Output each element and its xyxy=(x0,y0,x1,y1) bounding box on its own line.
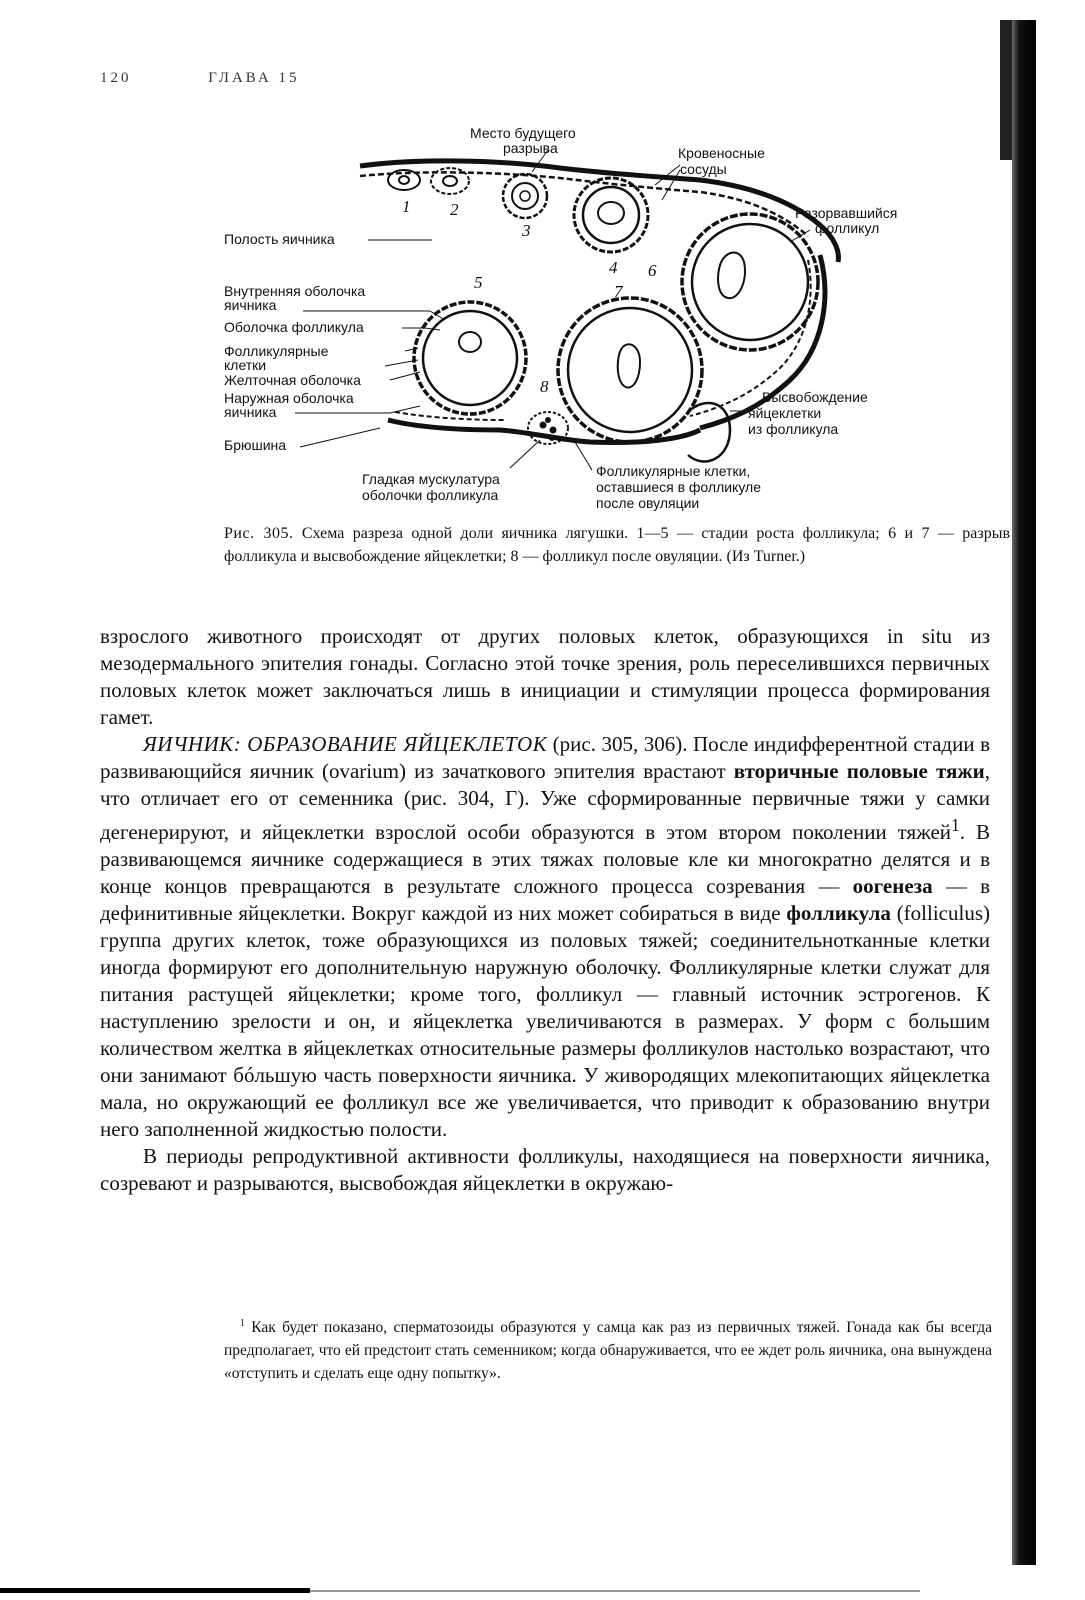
label-inner-membrane-1: Внутренняя оболочка xyxy=(224,283,366,299)
stage-number-7: 7 xyxy=(614,282,623,301)
label-blood-vessels-2: сосуды xyxy=(680,161,727,177)
label-yolk-membrane: Желточная оболочка xyxy=(224,372,361,388)
paragraph-2-part-d: — в дефинитивные яйцеклетки. Вокруг каждой из них может собираться в виде xyxy=(100,874,990,925)
paragraph-2-part-a: (рис. 305, 306). После индифферентной стадии в развивающийся яичник (ovarium) из зачаткового эпителия врастают xyxy=(100,732,990,783)
stage-number-1: 1 xyxy=(402,197,411,216)
section-heading: ЯИЧНИК: ОБРАЗОВАНИЕ ЯЙЦЕКЛЕТОК xyxy=(143,732,548,756)
term-follicle: фолликула xyxy=(786,901,891,925)
stage-number-2: 2 xyxy=(450,200,459,219)
paragraph-2 xyxy=(100,731,990,1143)
paragraph-2-part-e: (folliculus) группа других клеток, тоже образующихся из половых тяжей; соединительнотканные клетки иногда формируют его дополнительную наружную оболочку. Фолликулярные клетки служат для питания растущей яйцеклетки; кроме того, фолликул — главный источник эстрогенов. К наступлению зрелости и он, и яйцеклетка увеличиваются в размерах. У форм с большим количеством желтка в яйцеклетках относительные размеры фолликулов настолько возрастают, что они занимают бóльшую часть поверхности яичника. У живородящих млекопитающих яйцеклетка мала, но окружающий ее фолликул все же увеличивается, что приводит к образованию внутри него заполненной жидкостью полости. xyxy=(100,901,990,1141)
scan-bottom-edge xyxy=(0,1588,310,1593)
stage-number-5: 5 xyxy=(474,273,483,292)
term-oogenesis: оогенеза xyxy=(852,874,933,898)
term-secondary-cords: вторичные половые тяжи xyxy=(733,759,985,783)
label-rupture-site-1: Место будущего xyxy=(470,125,576,141)
label-smooth-muscle-2: оболочки фолликула xyxy=(362,487,499,503)
page-number: 120 xyxy=(100,70,132,86)
label-egg-release-1: Высвобождение xyxy=(762,389,868,405)
stage-number-4: 4 xyxy=(609,258,618,277)
footnote-reference[interactable]: 1 xyxy=(951,815,960,835)
label-egg-release-2: яйцеклетки xyxy=(748,405,822,421)
paragraph-2-part-b: , что отличает его от семенника (рис. 304, Г). Уже сформированные первичные тяжи у самки дегенерируют, и яйцеклетки взрослой особи образуются в этом втором поколении тяжей xyxy=(100,759,990,844)
label-outer-membrane-2: яичника xyxy=(224,404,277,420)
footnote xyxy=(224,1312,992,1385)
scan-bottom-edge-thin xyxy=(310,1590,920,1592)
label-remaining-cells-3: после овуляции xyxy=(596,495,700,511)
stage-number-3: 3 xyxy=(522,221,531,240)
label-remaining-cells-2: оставшиеся в фолликуле xyxy=(596,479,761,495)
label-peritoneum: Брюшина xyxy=(224,437,287,453)
label-follicular-cells-1: Фолликулярные xyxy=(224,343,329,359)
caption-text: Схема разреза одной доли яичника лягушки. 1—5 — стадии роста фолликула; 6 и 7 — разрыв фолликула и высвобождение яйцеклетки; 8 — фолликул после овуляции. (Из Turner.) xyxy=(224,525,1011,565)
label-ruptured-follicle-2: фолликул xyxy=(815,220,880,236)
paragraph-3: В периоды репродуктивной активности фолликулы, находящиеся на поверхности яичника, созревают и разрываются, высвобождая яйцеклетки в окружаю- xyxy=(100,1144,990,1195)
footnote-text: Как будет показано, сперматозоиды образуются у самца как раз из первичных тяжей. Гонада как бы всегда предполагает, что ей предстоит стать семенником; когда обнаруживается, что ее ждет роль яичника, она вынуждена «отступить и сделать еще одну попытку». xyxy=(224,1319,992,1383)
chapter-title: ГЛАВА 15 xyxy=(208,70,300,86)
figure-caption xyxy=(224,522,1010,568)
paragraph-1: взрослого животного происходят от других половых клеток, образующихся in situ из мезодермального эпителия гонады. Согласно этой точке зрения, роль переселившихся первичных половых клеток может заключаться лишь в инициации и стимуляции процесса формирования гамет. xyxy=(100,624,990,729)
footnote-mark: 1 xyxy=(240,1318,245,1329)
ovary-diagram xyxy=(0,0,1000,520)
figure-305 xyxy=(0,0,1085,520)
label-blood-vessels-1: Кровеносные xyxy=(678,145,765,161)
label-follicle-membrane: Оболочка фолликула xyxy=(224,319,364,335)
main-text xyxy=(100,623,990,1197)
label-inner-membrane-2: яичника xyxy=(224,297,277,313)
label-rupture-site-2: разрыва xyxy=(503,140,558,156)
paragraph-2-part-c: . В развивающемся яичнике содержащиеся в этих тяжах половые кле ки многократно делятся и в конце концов превращаются в результате сложного процесса созревания — xyxy=(100,820,990,898)
label-outer-membrane-1: Наружная оболочка xyxy=(224,390,354,406)
label-ovary-cavity: Полость яичника xyxy=(224,231,335,247)
stage-number-8: 8 xyxy=(540,377,549,396)
label-egg-release-3: из фолликула xyxy=(748,421,839,437)
label-follicular-cells-2: клетки xyxy=(224,357,267,373)
label-ruptured-follicle-1: Разорвавшийся xyxy=(795,205,898,221)
label-smooth-muscle-1: Гладкая мускулатура xyxy=(362,471,500,487)
caption-label: Рис. 305. xyxy=(224,525,294,542)
label-remaining-cells-1: Фолликулярные клетки, xyxy=(596,463,751,479)
stage-number-6: 6 xyxy=(648,261,657,280)
